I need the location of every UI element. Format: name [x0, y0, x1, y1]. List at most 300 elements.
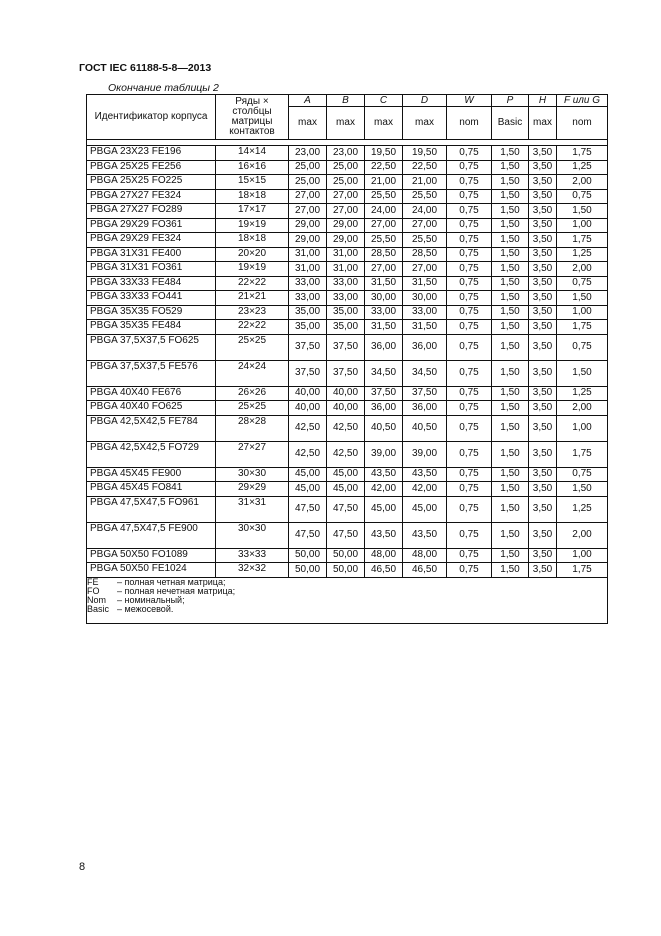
column-header-symbol: C: [365, 95, 403, 107]
note-key: FO: [87, 585, 100, 596]
value-cell: 37,50: [327, 360, 365, 386]
column-header-unit: nom: [557, 107, 608, 140]
value-cell: 35,00: [327, 305, 365, 320]
value-cell: 0,75: [447, 563, 492, 578]
value-cell: 40,00: [327, 401, 365, 416]
package-identifier-cell: PBGA 37,5X37,5 FO625: [87, 334, 216, 360]
value-cell: 25,50: [403, 233, 447, 248]
column-header-unit: Basic: [492, 107, 529, 140]
package-identifier-cell: PBGA 47,5X47,5 FO961: [87, 496, 216, 522]
rows-columns-cell: 26×26: [216, 386, 289, 401]
value-cell: 1,00: [557, 218, 608, 233]
value-cell: 50,00: [327, 548, 365, 563]
value-cell: 0,75: [447, 160, 492, 175]
value-cell: 29,00: [327, 218, 365, 233]
value-cell: 35,00: [289, 305, 327, 320]
value-cell: 42,50: [289, 415, 327, 441]
value-cell: 0,75: [447, 548, 492, 563]
value-cell: 3,50: [529, 262, 557, 277]
value-cell: 0,75: [447, 401, 492, 416]
rows-columns-cell: 14×14: [216, 146, 289, 161]
value-cell: 1,50: [557, 204, 608, 219]
table-row: [87, 441, 608, 467]
rows-columns-cell: 33×33: [216, 548, 289, 563]
rows-columns-cell: 15×15: [216, 175, 289, 190]
value-cell: 35,00: [289, 320, 327, 335]
value-cell: 1,50: [492, 482, 529, 497]
value-cell: 3,50: [529, 441, 557, 467]
value-cell: 27,00: [403, 218, 447, 233]
value-cell: 1,50: [492, 548, 529, 563]
value-cell: 25,50: [365, 233, 403, 248]
table-row: [87, 563, 608, 578]
value-cell: 1,50: [492, 160, 529, 175]
value-cell: 42,50: [327, 415, 365, 441]
value-cell: 37,50: [289, 334, 327, 360]
table-row: [87, 204, 608, 219]
table-row: [87, 467, 608, 482]
column-header-symbol: D: [403, 95, 447, 107]
value-cell: 1,50: [492, 496, 529, 522]
value-cell: 45,00: [403, 496, 447, 522]
value-cell: 1,00: [557, 548, 608, 563]
value-cell: 1,00: [557, 305, 608, 320]
value-cell: 2,00: [557, 175, 608, 190]
value-cell: 47,50: [327, 522, 365, 548]
rows-columns-cell: 25×25: [216, 334, 289, 360]
value-cell: 0,75: [557, 189, 608, 204]
value-cell: 1,50: [492, 467, 529, 482]
value-cell: 3,50: [529, 146, 557, 161]
value-cell: 1,50: [492, 334, 529, 360]
value-cell: 1,25: [557, 160, 608, 175]
value-cell: 21,00: [403, 175, 447, 190]
column-header-symbol: W: [447, 95, 492, 107]
package-identifier-cell: PBGA 35X35 FE484: [87, 320, 216, 335]
value-cell: 40,50: [365, 415, 403, 441]
value-cell: 2,00: [557, 262, 608, 277]
value-cell: 47,50: [289, 522, 327, 548]
value-cell: 37,50: [327, 334, 365, 360]
rows-columns-cell: 16×16: [216, 160, 289, 175]
value-cell: 3,50: [529, 320, 557, 335]
column-header-symbol: F или G: [557, 95, 608, 107]
table-row: [87, 247, 608, 262]
value-cell: 0,75: [447, 441, 492, 467]
value-cell: 27,00: [327, 204, 365, 219]
value-cell: 0,75: [557, 334, 608, 360]
value-cell: 3,50: [529, 276, 557, 291]
value-cell: 31,50: [365, 276, 403, 291]
column-header-unit: max: [289, 107, 327, 140]
value-cell: 42,50: [327, 441, 365, 467]
column-header-symbol: H: [529, 95, 557, 107]
value-cell: 1,50: [492, 189, 529, 204]
value-cell: 1,50: [492, 401, 529, 416]
value-cell: 3,50: [529, 467, 557, 482]
table-row: [87, 415, 608, 441]
value-cell: 1,50: [492, 563, 529, 578]
table-row: [87, 233, 608, 248]
value-cell: 35,00: [327, 320, 365, 335]
rows-columns-cell: 19×19: [216, 262, 289, 277]
rows-columns-cell: 22×22: [216, 276, 289, 291]
column-header-identifier: Идентификатор корпуса: [87, 95, 216, 140]
value-cell: 48,00: [365, 548, 403, 563]
package-identifier-cell: PBGA 40X40 FE676: [87, 386, 216, 401]
value-cell: 22,50: [403, 160, 447, 175]
table-row: [87, 548, 608, 563]
package-identifier-cell: PBGA 25X25 FE256: [87, 160, 216, 175]
value-cell: 27,00: [365, 262, 403, 277]
value-cell: 40,00: [327, 386, 365, 401]
value-cell: 25,50: [365, 189, 403, 204]
value-cell: 3,50: [529, 175, 557, 190]
value-cell: 33,00: [289, 276, 327, 291]
value-cell: 47,50: [327, 496, 365, 522]
value-cell: 31,00: [327, 247, 365, 262]
value-cell: 45,00: [289, 482, 327, 497]
note-text: – полная четная матрица;: [117, 576, 226, 587]
value-cell: 0,75: [447, 218, 492, 233]
package-identifier-cell: PBGA 27X27 FO289: [87, 204, 216, 219]
value-cell: 25,00: [289, 160, 327, 175]
value-cell: 0,75: [447, 467, 492, 482]
value-cell: 1,75: [557, 441, 608, 467]
value-cell: 45,00: [327, 482, 365, 497]
page-number: 8: [79, 861, 86, 873]
value-cell: 28,50: [365, 247, 403, 262]
value-cell: 0,75: [557, 276, 608, 291]
table-row: [87, 482, 608, 497]
table-row: [87, 522, 608, 548]
note-key: FE: [87, 576, 99, 587]
table-row: [87, 386, 608, 401]
value-cell: 30,00: [365, 291, 403, 306]
value-cell: 0,75: [447, 291, 492, 306]
note-key: Basic: [87, 604, 110, 615]
value-cell: 0,75: [447, 262, 492, 277]
value-cell: 1,25: [557, 247, 608, 262]
column-header-unit: max: [529, 107, 557, 140]
value-cell: 3,50: [529, 305, 557, 320]
package-identifier-cell: PBGA 31X31 FO361: [87, 262, 216, 277]
value-cell: 27,00: [403, 262, 447, 277]
package-identifier-cell: PBGA 33X33 FE484: [87, 276, 216, 291]
rows-columns-cell: 32×32: [216, 563, 289, 578]
rows-columns-cell: 20×20: [216, 247, 289, 262]
package-identifier-cell: PBGA 42,5X42,5 FO729: [87, 441, 216, 467]
value-cell: 45,00: [289, 467, 327, 482]
package-identifier-cell: PBGA 37,5X37,5 FE576: [87, 360, 216, 386]
value-cell: 50,00: [289, 563, 327, 578]
value-cell: 3,50: [529, 548, 557, 563]
value-cell: 1,00: [557, 415, 608, 441]
value-cell: 1,25: [557, 496, 608, 522]
value-cell: 24,00: [403, 204, 447, 219]
value-cell: 19,50: [403, 146, 447, 161]
column-header-unit: max: [403, 107, 447, 140]
value-cell: 47,50: [289, 496, 327, 522]
value-cell: 31,50: [365, 320, 403, 335]
value-cell: 33,00: [327, 276, 365, 291]
table-row: [87, 218, 608, 233]
value-cell: 36,00: [403, 401, 447, 416]
rows-columns-cell: 17×17: [216, 204, 289, 219]
value-cell: 1,75: [557, 233, 608, 248]
value-cell: 1,50: [492, 386, 529, 401]
value-cell: 0,75: [447, 276, 492, 291]
value-cell: 0,75: [447, 360, 492, 386]
rows-columns-cell: 23×23: [216, 305, 289, 320]
value-cell: 3,50: [529, 386, 557, 401]
value-cell: 27,00: [327, 189, 365, 204]
value-cell: 33,00: [327, 291, 365, 306]
value-cell: 31,50: [403, 276, 447, 291]
value-cell: 40,50: [403, 415, 447, 441]
package-identifier-cell: PBGA 23X23 FE196: [87, 146, 216, 161]
rows-columns-cell: 22×22: [216, 320, 289, 335]
table-row: [87, 276, 608, 291]
value-cell: 1,25: [557, 386, 608, 401]
value-cell: 27,00: [289, 189, 327, 204]
value-cell: 0,75: [447, 247, 492, 262]
package-identifier-cell: PBGA 35X35 FO529: [87, 305, 216, 320]
table-row: [87, 320, 608, 335]
value-cell: 28,50: [403, 247, 447, 262]
value-cell: 40,00: [289, 386, 327, 401]
value-cell: 37,50: [289, 360, 327, 386]
value-cell: 0,75: [447, 204, 492, 219]
value-cell: 3,50: [529, 522, 557, 548]
value-cell: 0,75: [447, 496, 492, 522]
value-cell: 3,50: [529, 415, 557, 441]
value-cell: 0,75: [447, 189, 492, 204]
value-cell: 29,00: [327, 233, 365, 248]
value-cell: 3,50: [529, 334, 557, 360]
value-cell: 27,00: [365, 218, 403, 233]
value-cell: 1,50: [492, 276, 529, 291]
note-text: – полная нечетная матрица;: [117, 585, 236, 596]
rows-columns-cell: 30×30: [216, 467, 289, 482]
value-cell: 45,00: [365, 496, 403, 522]
value-cell: 46,50: [365, 563, 403, 578]
value-cell: 1,50: [557, 360, 608, 386]
column-header-symbol: P: [492, 95, 529, 107]
package-identifier-cell: PBGA 50X50 FO1089: [87, 548, 216, 563]
value-cell: 3,50: [529, 563, 557, 578]
note-key: Nom: [87, 595, 107, 606]
value-cell: 2,00: [557, 522, 608, 548]
value-cell: 29,00: [289, 233, 327, 248]
value-cell: 33,00: [289, 291, 327, 306]
value-cell: 1,50: [492, 522, 529, 548]
table-notes: [87, 577, 608, 623]
note-text: – номинальный;: [117, 595, 185, 606]
value-cell: 3,50: [529, 218, 557, 233]
rows-columns-cell: 29×29: [216, 482, 289, 497]
value-cell: 0,75: [447, 386, 492, 401]
value-cell: 25,00: [327, 160, 365, 175]
value-cell: 1,50: [557, 482, 608, 497]
package-identifier-cell: PBGA 29X29 FE324: [87, 233, 216, 248]
value-cell: 33,00: [403, 305, 447, 320]
value-cell: 1,50: [492, 415, 529, 441]
value-cell: 31,00: [289, 262, 327, 277]
rows-columns-cell: 24×24: [216, 360, 289, 386]
table-row: [87, 360, 608, 386]
value-cell: 42,50: [289, 441, 327, 467]
value-cell: 1,50: [557, 291, 608, 306]
table-row: [87, 262, 608, 277]
value-cell: 21,00: [365, 175, 403, 190]
value-cell: 1,50: [492, 441, 529, 467]
value-cell: 3,50: [529, 189, 557, 204]
value-cell: 43,50: [403, 522, 447, 548]
value-cell: 1,50: [492, 218, 529, 233]
package-identifier-cell: PBGA 45X45 FO841: [87, 482, 216, 497]
package-identifier-cell: PBGA 47,5X47,5 FE900: [87, 522, 216, 548]
value-cell: 31,00: [289, 247, 327, 262]
value-cell: 3,50: [529, 291, 557, 306]
table-row: [87, 334, 608, 360]
value-cell: 0,75: [447, 482, 492, 497]
value-cell: 0,75: [447, 415, 492, 441]
value-cell: 1,75: [557, 563, 608, 578]
value-cell: 0,75: [447, 522, 492, 548]
value-cell: 25,50: [403, 189, 447, 204]
rows-columns-cell: 25×25: [216, 401, 289, 416]
value-cell: 3,50: [529, 482, 557, 497]
value-cell: 50,00: [289, 548, 327, 563]
value-cell: 43,50: [365, 467, 403, 482]
value-cell: 1,50: [492, 305, 529, 320]
value-cell: 1,50: [492, 146, 529, 161]
value-cell: 1,50: [492, 360, 529, 386]
value-cell: 34,50: [365, 360, 403, 386]
package-identifier-cell: PBGA 42,5X42,5 FE784: [87, 415, 216, 441]
value-cell: 1,50: [492, 175, 529, 190]
value-cell: 0,75: [447, 305, 492, 320]
value-cell: 25,00: [289, 175, 327, 190]
table-row: [87, 291, 608, 306]
rows-columns-cell: 18×18: [216, 233, 289, 248]
value-cell: 27,00: [289, 204, 327, 219]
value-cell: 3,50: [529, 247, 557, 262]
value-cell: 1,75: [557, 320, 608, 335]
value-cell: 0,75: [447, 175, 492, 190]
dimensions-table: [86, 94, 608, 624]
value-cell: 0,75: [447, 146, 492, 161]
rows-columns-cell: 31×31: [216, 496, 289, 522]
value-cell: 42,00: [403, 482, 447, 497]
table-row: [87, 496, 608, 522]
value-cell: 3,50: [529, 233, 557, 248]
value-cell: 40,00: [289, 401, 327, 416]
column-header-rows-columns: Ряды × столбцы матрицы контактов: [216, 95, 289, 140]
package-identifier-cell: PBGA 29X29 FO361: [87, 218, 216, 233]
package-identifier-cell: PBGA 33X33 FO441: [87, 291, 216, 306]
value-cell: 36,00: [403, 334, 447, 360]
value-cell: 39,00: [365, 441, 403, 467]
value-cell: 23,00: [289, 146, 327, 161]
value-cell: 30,00: [403, 291, 447, 306]
table-row: [87, 175, 608, 190]
value-cell: 43,50: [365, 522, 403, 548]
rows-columns-cell: 18×18: [216, 189, 289, 204]
value-cell: 36,00: [365, 401, 403, 416]
table-row: [87, 189, 608, 204]
value-cell: 45,00: [327, 467, 365, 482]
value-cell: 3,50: [529, 360, 557, 386]
rows-columns-cell: 28×28: [216, 415, 289, 441]
value-cell: 37,50: [365, 386, 403, 401]
value-cell: 34,50: [403, 360, 447, 386]
value-cell: 3,50: [529, 204, 557, 219]
value-cell: 29,00: [289, 218, 327, 233]
value-cell: 1,75: [557, 146, 608, 161]
value-cell: 33,00: [365, 305, 403, 320]
value-cell: 39,00: [403, 441, 447, 467]
package-identifier-cell: PBGA 40X40 FO625: [87, 401, 216, 416]
value-cell: 19,50: [365, 146, 403, 161]
rows-columns-cell: 30×30: [216, 522, 289, 548]
rows-columns-cell: 21×21: [216, 291, 289, 306]
package-identifier-cell: PBGA 31X31 FE400: [87, 247, 216, 262]
column-header-symbol: A: [289, 95, 327, 107]
value-cell: 22,50: [365, 160, 403, 175]
value-cell: 3,50: [529, 160, 557, 175]
table-row: [87, 160, 608, 175]
package-identifier-cell: PBGA 25X25 FO225: [87, 175, 216, 190]
value-cell: 2,00: [557, 401, 608, 416]
value-cell: 37,50: [403, 386, 447, 401]
value-cell: 1,50: [492, 291, 529, 306]
column-header-unit: max: [327, 107, 365, 140]
value-cell: 1,50: [492, 233, 529, 248]
package-identifier-cell: PBGA 50X50 FE1024: [87, 563, 216, 578]
rows-columns-cell: 19×19: [216, 218, 289, 233]
table-row: [87, 305, 608, 320]
value-cell: 1,50: [492, 320, 529, 335]
value-cell: 48,00: [403, 548, 447, 563]
value-cell: 43,50: [403, 467, 447, 482]
value-cell: 23,00: [327, 146, 365, 161]
column-header-unit: max: [365, 107, 403, 140]
value-cell: 1,50: [492, 262, 529, 277]
value-cell: 1,50: [492, 247, 529, 262]
value-cell: 36,00: [365, 334, 403, 360]
column-header-unit: nom: [447, 107, 492, 140]
document-title: ГОСТ IEC 61188-5-8—2013: [79, 62, 212, 74]
value-cell: 42,00: [365, 482, 403, 497]
table-row: [87, 401, 608, 416]
value-cell: 50,00: [327, 563, 365, 578]
value-cell: 0,75: [447, 320, 492, 335]
value-cell: 0,75: [557, 467, 608, 482]
table-body: [87, 146, 608, 578]
note-line: [87, 605, 607, 614]
value-cell: 1,50: [492, 204, 529, 219]
rows-columns-cell: 27×27: [216, 441, 289, 467]
value-cell: 3,50: [529, 496, 557, 522]
value-cell: 46,50: [403, 563, 447, 578]
value-cell: 0,75: [447, 233, 492, 248]
value-cell: 31,50: [403, 320, 447, 335]
package-identifier-cell: PBGA 45X45 FE900: [87, 467, 216, 482]
value-cell: 0,75: [447, 334, 492, 360]
value-cell: 24,00: [365, 204, 403, 219]
